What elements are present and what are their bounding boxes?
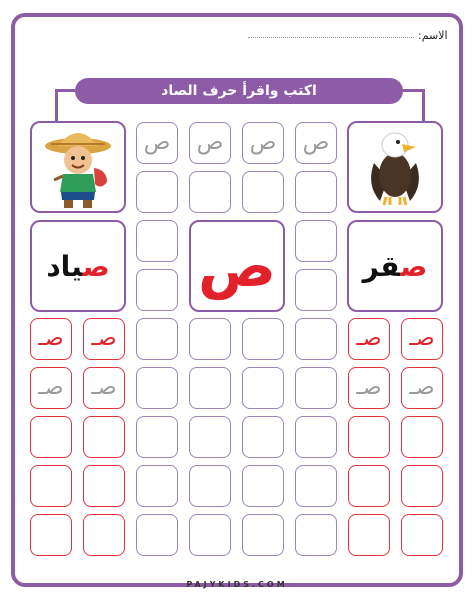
write-cell[interactable] <box>136 220 178 262</box>
write-cell[interactable] <box>242 318 284 360</box>
write-cell[interactable] <box>136 514 178 556</box>
picture-box-eagle <box>347 121 443 213</box>
trace-cell-isolated[interactable]: ص <box>136 122 178 164</box>
trace-cell-isolated[interactable]: ص <box>189 122 231 164</box>
write-cell[interactable] <box>189 416 231 458</box>
trace-cell-isolated[interactable]: ص <box>295 122 337 164</box>
write-cell[interactable] <box>295 367 337 409</box>
write-cell[interactable] <box>295 269 337 311</box>
initial-form-red-cell[interactable]: صـ <box>30 318 72 360</box>
word-sayyad <box>46 250 109 283</box>
write-cell-red[interactable] <box>30 514 72 556</box>
word-box-sayyad <box>30 220 126 312</box>
word-sayyad-highlight: ص <box>82 249 110 283</box>
write-cell-red[interactable] <box>348 416 390 458</box>
banner-connector-left <box>55 89 75 92</box>
write-cell[interactable] <box>295 514 337 556</box>
write-cell-red[interactable] <box>348 514 390 556</box>
initial-form-trace-cell[interactable]: صـ <box>401 367 443 409</box>
write-cell[interactable] <box>136 318 178 360</box>
write-cell[interactable] <box>242 514 284 556</box>
word-saqr-highlight: ص <box>400 249 428 283</box>
write-cell[interactable] <box>242 367 284 409</box>
write-cell-red[interactable] <box>83 465 125 507</box>
write-cell-red[interactable] <box>401 416 443 458</box>
banner-connector-left-drop <box>55 89 58 121</box>
write-cell[interactable] <box>136 416 178 458</box>
worksheet-title: اكتب واقرأ حرف الصاد <box>75 78 403 104</box>
write-cell-red[interactable] <box>401 465 443 507</box>
write-cell[interactable] <box>295 220 337 262</box>
initial-form-red-cell[interactable]: صـ <box>348 318 390 360</box>
center-letter-box <box>189 220 285 312</box>
write-cell[interactable] <box>189 514 231 556</box>
word-box-saqr <box>347 220 443 312</box>
write-cell-red[interactable] <box>30 416 72 458</box>
write-cell[interactable] <box>242 416 284 458</box>
word-saqr-rest: قر <box>362 249 401 283</box>
write-cell[interactable] <box>189 171 231 213</box>
word-saqr <box>363 250 428 283</box>
initial-form-trace-cell[interactable]: صـ <box>348 367 390 409</box>
fisherman-boy-icon <box>41 124 115 210</box>
write-cell[interactable] <box>136 465 178 507</box>
write-cell[interactable] <box>242 465 284 507</box>
write-cell[interactable] <box>295 318 337 360</box>
write-cell-red[interactable] <box>83 514 125 556</box>
write-cell[interactable] <box>189 465 231 507</box>
write-cell[interactable] <box>136 171 178 213</box>
trace-cell-isolated[interactable]: ص <box>242 122 284 164</box>
word-sayyad-rest: ياد <box>46 249 83 283</box>
picture-box-fisherman <box>30 121 126 213</box>
write-cell[interactable] <box>136 269 178 311</box>
name-line[interactable] <box>248 37 414 38</box>
initial-form-red-cell[interactable]: صـ <box>401 318 443 360</box>
write-cell-red[interactable] <box>83 416 125 458</box>
eagle-icon <box>360 127 430 207</box>
footer-site: PAJYKIDS.COM <box>186 580 288 589</box>
write-cell[interactable] <box>295 171 337 213</box>
write-cell[interactable] <box>295 416 337 458</box>
banner-connector-right-drop <box>422 89 425 121</box>
write-cell[interactable] <box>189 318 231 360</box>
write-cell[interactable] <box>295 465 337 507</box>
write-cell[interactable] <box>242 171 284 213</box>
initial-form-trace-cell[interactable]: صـ <box>83 367 125 409</box>
write-cell[interactable] <box>189 367 231 409</box>
initial-form-trace-cell[interactable]: صـ <box>30 367 72 409</box>
center-letter: ص <box>197 232 277 300</box>
write-cell-red[interactable] <box>348 465 390 507</box>
write-cell-red[interactable] <box>30 465 72 507</box>
name-label: الاسم: <box>418 29 448 42</box>
initial-form-red-cell[interactable]: صـ <box>83 318 125 360</box>
write-cell-red[interactable] <box>401 514 443 556</box>
write-cell[interactable] <box>136 367 178 409</box>
